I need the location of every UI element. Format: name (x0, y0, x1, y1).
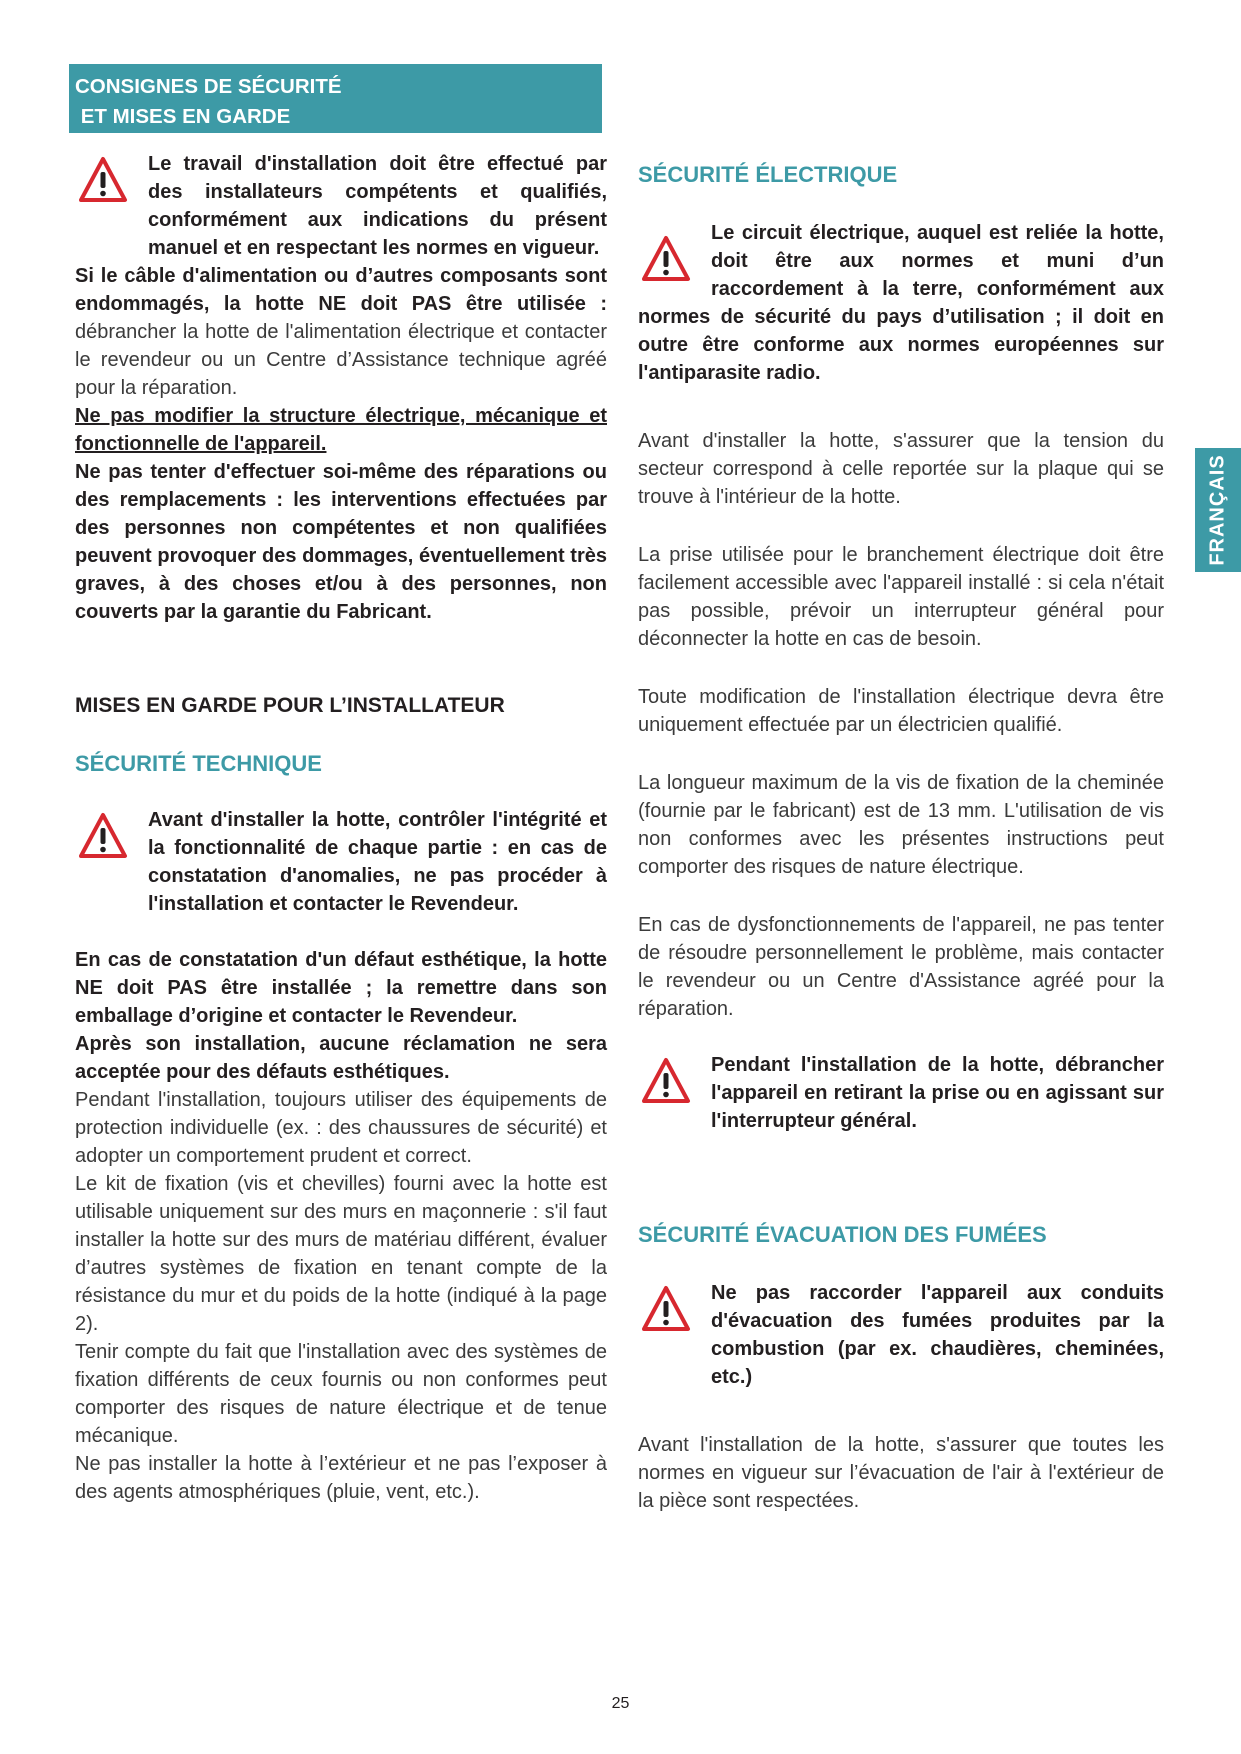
warning-triangle-icon (641, 235, 691, 283)
technical-safety-heading: SÉCURITÉ TECHNIQUE (75, 751, 322, 776)
malfunction-paragraph: En cas de dysfonctionnements de l'appareil, ne pas tenter de résoudre personnellement le problème, mais contacter le revendeur ou un Centre d'Assistance agréé pour la réparation. (638, 914, 1164, 1020)
fixing-kit-paragraph: Le kit de fixation (vis et chevilles) fourni avec la hotte est utilisable uniquement sur des murs en maçonnerie : s'il faut installer la hotte sur des murs de matériau différent, évaluer d’autres systèmes de fixation en tenant compte de la résistance du mur et du poids de la hotte (indiqué à la page 2). (75, 1173, 607, 1335)
installer-warnings-heading: MISES EN GARDE POUR L’INSTALLATEUR (75, 694, 505, 717)
warning-block-installers (75, 150, 607, 262)
banner-title-line2: ET MISES EN GARDE (75, 105, 291, 128)
damaged-cable-bold: Si le câble d'alimentation ou d’autres composants sont endommagés, la hotte NE doit PAS être utilisée : (75, 265, 607, 315)
no-modify-paragraph: Ne pas modifier la structure électrique, mécanique et fonctionnelle de l'appareil. (75, 405, 607, 455)
warning-block-unplug (638, 1051, 1164, 1135)
voltage-paragraph: Avant d'installer la hotte, s'assurer que la tension du secteur correspond à celle reportée sur la plaque qui se trouve à l'intérieur de la hotte. (638, 430, 1164, 508)
warning-block-circuit (638, 219, 1164, 387)
warning-text-fumes: Ne pas raccorder l'appareil aux conduits d'évacuation des fumées produites par la combustion (par ex. chaudières, cheminées, etc.) (711, 1282, 1164, 1388)
warning-triangle-icon (641, 1057, 691, 1105)
warning-block-fumes (638, 1279, 1164, 1391)
warning-text-check-parts: Avant d'installer la hotte, contrôler l'intégrité et la fonctionnalité de chaque partie : en cas de constatation d'anomalies, ne pas procéder à l'installation et contacter le Revendeur. (148, 809, 607, 915)
banner-title-line1: CONSIGNES DE SÉCURITÉ (75, 75, 342, 98)
language-tab-label: FRANÇAIS (1206, 454, 1229, 566)
screw-length-paragraph: La longueur maximum de la vis de fixation de la cheminée (fournie par le fabricant) est de 13 mm. L'utilisation de vis non conformes avec les présentes instructions peut comporter des risques de nature électrique. (638, 772, 1164, 878)
warning-text-installers: Le travail d'installation doit être effectué par des installateurs compétents et qualifiés, conformément aux indications du présent manuel et en respectant les normes en vigueur. (148, 153, 607, 259)
warning-triangle-icon (78, 812, 128, 860)
left-column (75, 150, 607, 1506)
aesthetic-defect-paragraph: En cas de constatation d'un défaut esthétique, la hotte NE doit PAS être installée ; la remettre dans son emballage d’origine et contacter le Revendeur. (75, 949, 607, 1027)
no-repair-paragraph: Ne pas tenter d'effectuer soi-même des réparations ou des remplacements : les interventions effectuées par des personnes non compétentes et non qualifiées peuvent provoquer des dommages, éventuellement très graves, à des choses et/ou à des personnes, non couverts par la garantie du Fabricant. (75, 461, 607, 623)
warning-triangle-icon (641, 1285, 691, 1333)
warning-text-circuit: Le circuit électrique, auquel est reliée la hotte, doit être aux normes et muni d’un raccordement à la terre, conformément aux normes de sécurité du pays d’utilisation ; il doit en outre être conforme aux normes européennes sur l'antiparasite radio. (638, 222, 1164, 384)
damaged-cable-text: débrancher la hotte de l'alimentation électrique et contacter le revendeur ou un Centre d’Assistance technique agréé pour la réparation. (75, 321, 607, 399)
socket-paragraph: La prise utilisée pour le branchement électrique doit être facilement accessible avec l'appareil installé : si cela n'était pas possible, prévoir un interrupteur général pour déconnecter la hotte en cas de besoin. (638, 544, 1164, 650)
warning-block-check-parts (75, 806, 607, 918)
other-systems-paragraph: Tenir compte du fait que l'installation avec des systèmes de fixation différents de ceux fournis ou non conformes peut comporter des risques de nature électrique et de tenue mécanique. (75, 1341, 607, 1447)
warning-text-unplug: Pendant l'installation de la hotte, débrancher l'appareil en retirant la prise ou en agissant sur l'interrupteur général. (711, 1054, 1164, 1132)
right-column (638, 150, 1164, 1515)
outdoor-paragraph: Ne pas installer la hotte à l’extérieur et ne pas l’exposer à des agents atmosphériques (pluie, vent, etc.). (75, 1453, 607, 1503)
damaged-cable-paragraph (75, 262, 607, 402)
modification-paragraph: Toute modification de l'installation électrique devra être uniquement effectuée par un électricien qualifié. (638, 686, 1164, 736)
warning-triangle-icon (78, 156, 128, 204)
fumes-safety-heading: SÉCURITÉ ÉVACUATION DES FUMÉES (638, 1222, 1047, 1247)
page-number: 25 (611, 1695, 630, 1712)
section-banner (69, 64, 602, 133)
electrical-safety-heading: SÉCURITÉ ÉLECTRIQUE (638, 162, 898, 187)
protection-paragraph: Pendant l'installation, toujours utiliser des équipements de protection individuelle (ex. : des chaussures de sécurité) et adopter un comportement prudent et correct. (75, 1089, 607, 1167)
language-tab (1195, 448, 1241, 572)
air-norms-paragraph: Avant l'installation de la hotte, s'assurer que toutes les normes en vigueur sur l’évacuation de l'air à l'extérieur de la pièce sont respectées. (638, 1434, 1164, 1512)
after-install-paragraph: Après son installation, aucune réclamation ne sera acceptée pour des défauts esthétiques. (75, 1033, 607, 1083)
